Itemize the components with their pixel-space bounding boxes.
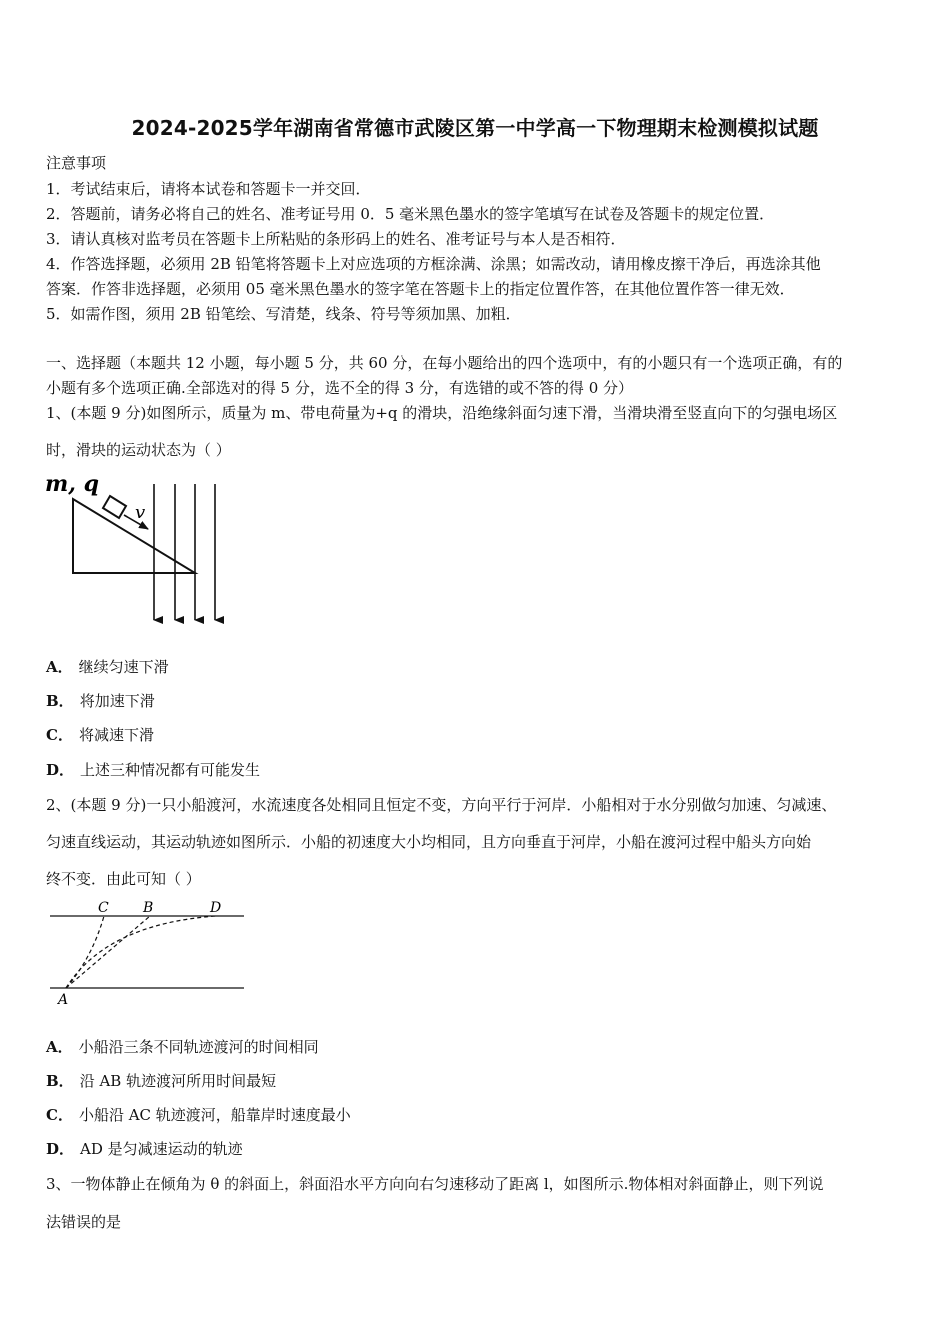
option-c [46,724,154,745]
option-key: D． [46,761,75,779]
point-label-c: C [98,900,109,916]
label-velocity: v [135,502,146,523]
trajectory-ab [66,916,150,988]
notice-heading: 注意事项 [46,154,107,172]
option-key: A． [46,1038,73,1056]
page-title: 2024-2025学年湖南省常德市武陵区第一中学高一下物理期末检测模拟试题 [131,116,819,140]
question-2-stem: 2、(本题 9 分)一只小船渡河，水流速度各处相同且恒定不变，方向平行于河岸．小船相对于水分别做匀加速、匀减速、 [46,796,837,814]
option-c [46,1104,351,1125]
option-text: 沿 AB 轨迹渡河所用时间最短 [79,1072,277,1090]
option-a [46,656,169,677]
option-text: 将加速下滑 [79,692,155,710]
point-label-a: A [58,992,69,1008]
question-2-figure [46,896,250,1010]
option-text: AD 是匀减速运动的轨迹 [80,1140,243,1158]
question-1-stem: 1、(本题 9 分)如图所示，质量为 m、带电荷量为+q 的滑块，沿绝缘斜面匀速下滑，当滑块滑至竖直向下的匀强电场区 [46,404,838,422]
question-2-stem: 匀速直线运动，其运动轨迹如图所示．小船的初速度大小均相同，且方向垂直于河岸，小船在渡河过程中船头方向始 [46,833,812,851]
option-b [46,1070,276,1091]
option-text: 继续匀速下滑 [78,658,169,676]
option-key: D． [46,1140,75,1158]
option-d [46,1138,243,1159]
option-key: B． [46,1072,74,1090]
question-1-stem: 时，滑块的运动状态为（ ） [46,441,231,459]
option-key: C． [46,726,73,744]
question-2-stem: 终不变．由此可知（ ） [46,870,201,888]
question-1-figure [40,466,240,631]
question-3-stem: 法错误的是 [46,1213,122,1231]
point-label-d: D [210,900,222,916]
option-d [46,759,260,780]
option-a [46,1036,319,1057]
label-mass-charge: m, q [45,471,99,497]
trajectory-ad [66,916,216,988]
notice-item: 1．考试结束后，请将本试卷和答题卡一并交回． [46,180,371,198]
notice-item: 答案．作答非选择题，必须用 05 毫米黑色墨水的签字笔在答题卡上的指定位置作答，在其他位置作答一律无效． [46,280,795,298]
option-b [46,690,155,711]
option-key: C． [46,1106,73,1124]
incline-triangle [73,499,195,573]
section-instructions: 一、选择题（本题共 12 小题，每小题 5 分，共 60 分，在每小题给出的四个选项中，有的小题只有一个选项正确，有的 [46,354,843,372]
option-text: 小船沿 AC 轨迹渡河，船靠岸时速度最小 [78,1106,351,1124]
notice-item: 4．作答选择题，必须用 2B 铅笔将答题卡上对应选项的方框涂满、涂黑；如需改动，请用橡皮擦干净后，再选涂其他 [46,255,821,273]
option-text: 小船沿三条不同轨迹渡河的时间相同 [78,1038,319,1056]
slider-block [103,496,126,518]
section-instructions: 小题有多个选项正确.全部选对的得 5 分，选不全的得 3 分，有选错的或不答的得 0 分） [46,379,634,397]
trajectory-ac [66,916,104,988]
option-key: A． [46,658,73,676]
option-key: B． [46,692,74,710]
point-label-b: B [143,900,154,916]
option-text: 上述三种情况都有可能发生 [80,761,261,779]
question-3-stem: 3、一物体静止在倾角为 θ 的斜面上，斜面沿水平方向向右匀速移动了距离 l，如图所示.物体相对斜面静止，则下列说 [46,1175,824,1193]
notice-item: 2．答题前，请务必将自己的姓名、准考证号用 0．5 毫米黑色墨水的签字笔填写在试卷及答题卡的规定位置． [46,205,775,223]
notice-item: 5．如需作图，须用 2B 铅笔绘、写清楚，线条、符号等须加黑、加粗． [46,305,521,323]
notice-item: 3．请认真核对监考员在答题卡上所粘贴的条形码上的姓名、准考证号与本人是否相符． [46,230,626,248]
option-text: 将减速下滑 [78,726,154,744]
